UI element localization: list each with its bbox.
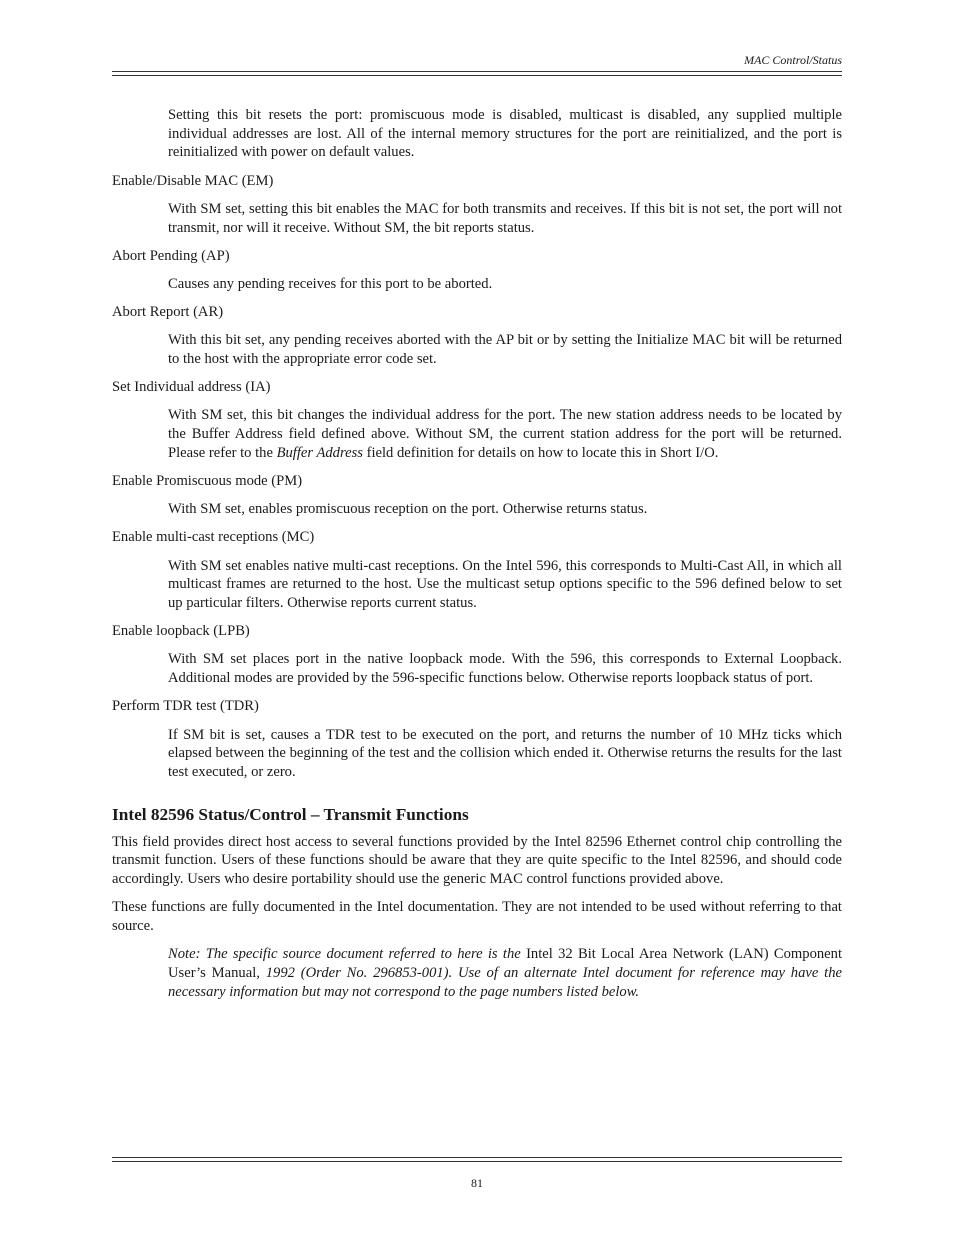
desc-enable-loopback: With SM set places port in the native loopback mode. With the 596, this corresponds to External Loopback. Additional modes are provided by the 596-specific functions below. Otherwise reports loopback status of port. [168, 651, 842, 687]
desc-enable-promiscuous: With SM set, enables promiscuous reception on the port. Otherwise returns status. [168, 501, 648, 518]
footer-rule-bottom [112, 1161, 842, 1162]
header-rule-top [112, 71, 842, 72]
desc-ia-text-before: With SM set, this bit changes the individual address for the port. The new station address needs to be located by the Buffer Address field defined above. Without SM, the current station address for the port will be returned. Please refer to the [168, 407, 842, 461]
note-manual-title: Intel 32 Bit Local Area Network (LAN) Component User’s Manual, [168, 946, 843, 981]
page-number: 81 [471, 1176, 483, 1190]
term-enable-promiscuous: Enable Promiscuous mode (PM) [112, 473, 303, 490]
desc-abort-pending: Causes any pending receives for this port to be aborted. [168, 275, 493, 292]
header-rule-bottom [112, 75, 842, 76]
desc-enable-disable-mac: With SM set, setting this bit enables the MAC for both transmits and receives. If this bit is not set, the port will not transmit, nor will it receive. Without SM, the bit reports status. [168, 200, 842, 236]
term-abort-report: Abort Report (AR) [112, 304, 224, 321]
term-abort-pending: Abort Pending (AP) [112, 247, 230, 264]
term-enable-disable-mac: Enable/Disable MAC (EM) [112, 172, 274, 189]
intro-paragraph: Setting this bit resets the port: promiscuous mode is disabled, multicast is disabled, any supplied multiple individual addresses are lost. All of the internal memory structures for the port are reinitialized, and the port is reinitialized with power on default values. [168, 107, 842, 161]
desc-abort-report: With this bit set, any pending receives aborted with the AP bit or by setting the Initialize MAC bit will be returned to the host with the appropriate error code set. [168, 332, 842, 368]
desc-ia-buffer-address-ref: Buffer Address [276, 444, 363, 461]
section-heading: Intel 82596 Status/Control – Transmit Functions [112, 804, 469, 824]
term-enable-multicast: Enable multi-cast receptions (MC) [112, 529, 315, 546]
footer-rule-top [112, 1157, 842, 1158]
term-set-individual-address: Set Individual address (IA) [112, 379, 271, 396]
desc-ia-text-after: field definition for details on how to locate this in Short I/O. [362, 444, 719, 461]
section-paragraph-1: This field provides direct host access to several functions provided by the Intel 82596 Ethernet control chip controlling the transmit function. Users of these functions should be aware that they are quite specific to the Intel 82596, and should code accordingly. Users who desire portability should use the generic MAC control functions provided above. [112, 833, 842, 888]
note-details: 1992 (Order No. 296853-001). Use of an alternate Intel document for reference may have the necessary information but may not correspond to the page numbers listed below. [168, 964, 842, 1000]
section-paragraph-2: These functions are fully documented in the Intel documentation. They are not intended to be used without referring to that source. [112, 899, 842, 934]
term-perform-tdr-test: Perform TDR test (TDR) [112, 698, 259, 715]
page-content [112, 106, 842, 1011]
desc-set-individual-address [168, 406, 842, 462]
reference-note [168, 945, 842, 1001]
running-header-title: MAC Control/Status [744, 53, 842, 67]
note-intro: Note: The specific source document referred to here is the [168, 946, 527, 963]
term-enable-loopback: Enable loopback (LPB) [112, 623, 250, 640]
desc-enable-multicast: With SM set enables native multi-cast receptions. On the Intel 596, this corresponds to Multi-Cast All, in which all multicast frames are returned to the host. Use the multicast setup options specific to the 596 defined below to set up particular filters. Otherwise reports current status. [168, 557, 842, 612]
desc-perform-tdr-test: If SM bit is set, causes a TDR test to be executed on the port, and returns the number of 10 MHz ticks which elapsed between the beginning of the test and the collision which ended it. Otherwise returns the results for the last test executed, or zero. [168, 726, 842, 780]
